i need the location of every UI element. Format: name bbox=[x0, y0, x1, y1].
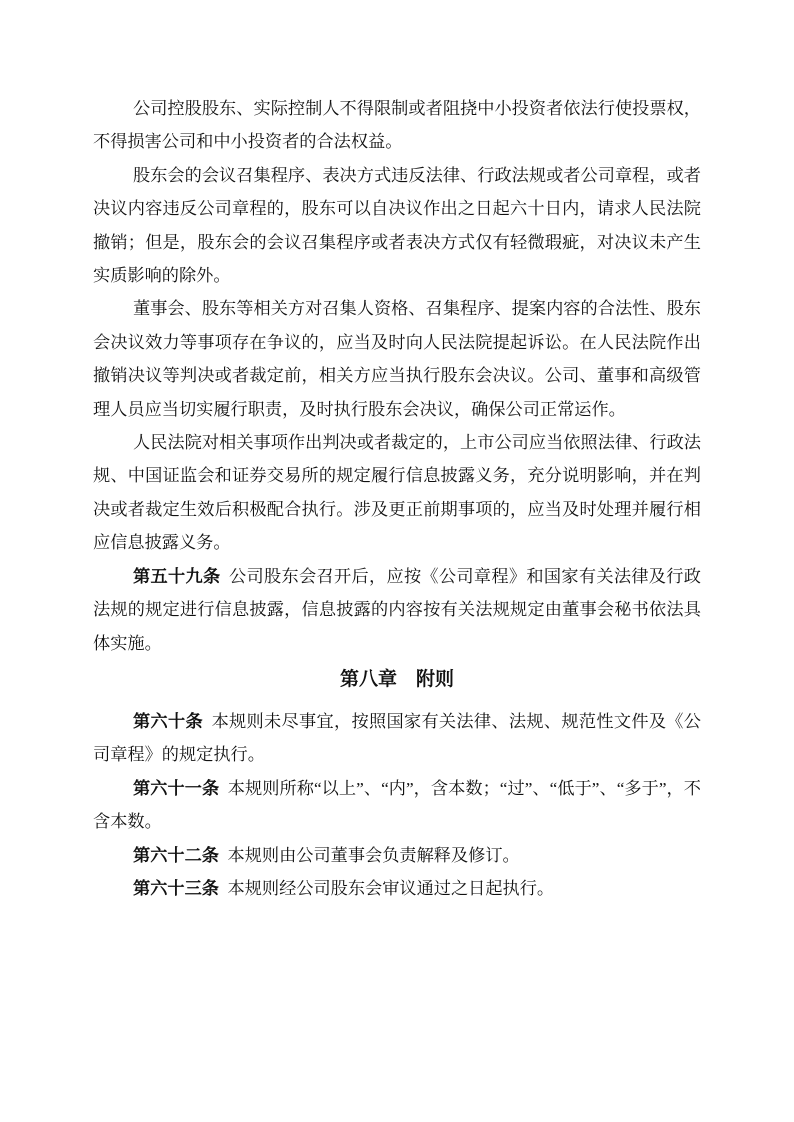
paragraph bbox=[93, 872, 701, 905]
paragraph bbox=[93, 159, 701, 293]
paragraph-text: 股东会的会议召集程序、表决方式违反法律、行政法规或者公司章程，或者决议内容违反公司章程的，股东可以自决议作出之日起六十日内，请求人民法院撤销；但是，股东会的会议召集程序或者表决方式仅有轻微瑕疵，对决议未产生实质影响的除外。 bbox=[93, 165, 701, 286]
article-number: 第六十条 bbox=[133, 711, 203, 731]
paragraph bbox=[93, 292, 701, 426]
paragraph-text: 人民法院对相关事项作出判决或者裁定的，上市公司应当依照法律、行政法规、中国证监会和证券交易所的规定履行信息披露义务，充分说明影响，并在判决或者裁定生效后积极配合执行。涉及更正前期事项的，应当及时处理并履行相应信息披露义务。 bbox=[93, 433, 701, 553]
paragraph-text: 公司股东会召开后，应按《公司章程》和国家有关法律及行政法规的规定进行信息披露，信息披露的内容按有关法规规定由董事会秘书依法具体实施。 bbox=[93, 566, 701, 653]
document-body bbox=[93, 92, 701, 905]
paragraph-text: 本规则未尽事宜，按照国家有关法律、法规、规范性文件及《公司章程》的规定执行。 bbox=[93, 711, 701, 765]
paragraph bbox=[93, 426, 701, 560]
paragraph-text: 本规则经公司股东会审议通过之日起执行。 bbox=[227, 878, 555, 898]
paragraph bbox=[93, 705, 701, 772]
paragraph-text: 本规则所称“以上”、“内”，含本数；“过”、“低于”、“多于”，不含本数。 bbox=[93, 778, 701, 832]
paragraph-text: 公司控股股东、实际控制人不得限制或者阻挠中小投资者依法行使投票权，不得损害公司和中小投资者的合法权益。 bbox=[93, 99, 701, 152]
article-number: 第六十二条 bbox=[133, 845, 219, 865]
paragraph bbox=[93, 92, 701, 159]
chapter-heading: 第八章 附则 bbox=[339, 668, 454, 690]
paragraph-text: 董事会、股东等相关方对召集人资格、召集程序、提案内容的合法性、股东会决议效力等事项存在争议的，应当及时向人民法院提起诉讼。在人民法院作出撤销决议等判决或者裁定前，相关方应当执行股东会决议。公司、董事和高级管理人员应当切实履行职责，及时执行股东会决议，确保公司正常运作。 bbox=[93, 299, 701, 419]
article-number: 第五十九条 bbox=[133, 566, 221, 586]
paragraph bbox=[93, 560, 701, 660]
paragraph bbox=[93, 772, 701, 839]
paragraph bbox=[93, 839, 701, 872]
paragraph-text: 本规则由公司董事会负责解释及修订。 bbox=[227, 845, 520, 865]
article-number: 第六十三条 bbox=[133, 878, 219, 898]
article-number: 第六十一条 bbox=[133, 778, 220, 798]
